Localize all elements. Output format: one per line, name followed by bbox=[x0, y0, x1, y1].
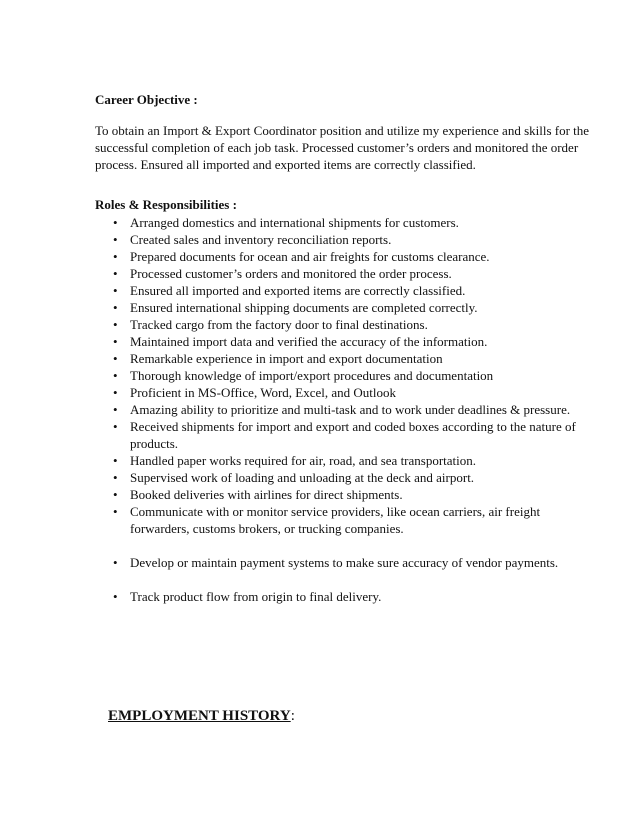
list-item: • Ensured international shipping documents are completed correctly. bbox=[103, 299, 598, 316]
list-item: • Supervised work of loading and unloading at the deck and airport. bbox=[103, 469, 598, 486]
list-item: • Processed customer’s orders and monitored the order process. bbox=[103, 265, 598, 282]
list-item: • Tracked cargo from the factory door to final destinations. bbox=[103, 316, 598, 333]
employment-history-colon: : bbox=[290, 708, 295, 724]
list-item: • Amazing ability to prioritize and multi-task and to work under deadlines & pressure. bbox=[103, 401, 598, 418]
list-item: • Maintained import data and verified the accuracy of the information. bbox=[103, 333, 598, 350]
list-item: • Prepared documents for ocean and air freights for customs clearance. bbox=[103, 248, 598, 265]
list-item: • Develop or maintain payment systems to make sure accuracy of vendor payments. bbox=[103, 554, 598, 571]
list-item: • Ensured all imported and exported items are correctly classified. bbox=[103, 282, 598, 299]
list-item: • Created sales and inventory reconciliation reports. bbox=[103, 231, 598, 248]
employment-history-heading bbox=[108, 707, 295, 726]
list-item: • Communicate with or monitor service providers, like ocean carriers, air freight forwarders, customs brokers, or trucking companies. bbox=[103, 503, 598, 537]
list-item: • Handled paper works required for air, road, and sea transportation. bbox=[103, 452, 598, 469]
career-objective-text: To obtain an Import & Export Coordinator position and utilize my experience and skills for the successful completion of each job task. Processed customer’s orders and monitored the order process. Ensured all imported and exported items are correctly classified. bbox=[95, 123, 590, 172]
list-item: • Track product flow from origin to final delivery. bbox=[103, 588, 598, 605]
list-item: • Booked deliveries with airlines for direct shipments. bbox=[103, 486, 598, 503]
list-item: • Received shipments for import and export and coded boxes according to the nature of products. bbox=[103, 418, 598, 452]
list-item: • Proficient in MS-Office, Word, Excel, and Outlook bbox=[103, 384, 598, 401]
list-item: • Arranged domestics and international shipments for customers. bbox=[103, 214, 598, 231]
career-objective-heading: Career Objective : bbox=[95, 92, 198, 107]
roles-heading: Roles & Responsibilities : bbox=[95, 197, 237, 212]
responsibilities-list bbox=[103, 214, 598, 605]
list-item: • Thorough knowledge of import/export procedures and documentation bbox=[103, 367, 598, 384]
list-item: • Remarkable experience in import and export documentation bbox=[103, 350, 598, 367]
employment-history-label: EMPLOYMENT HISTORY bbox=[108, 708, 291, 724]
